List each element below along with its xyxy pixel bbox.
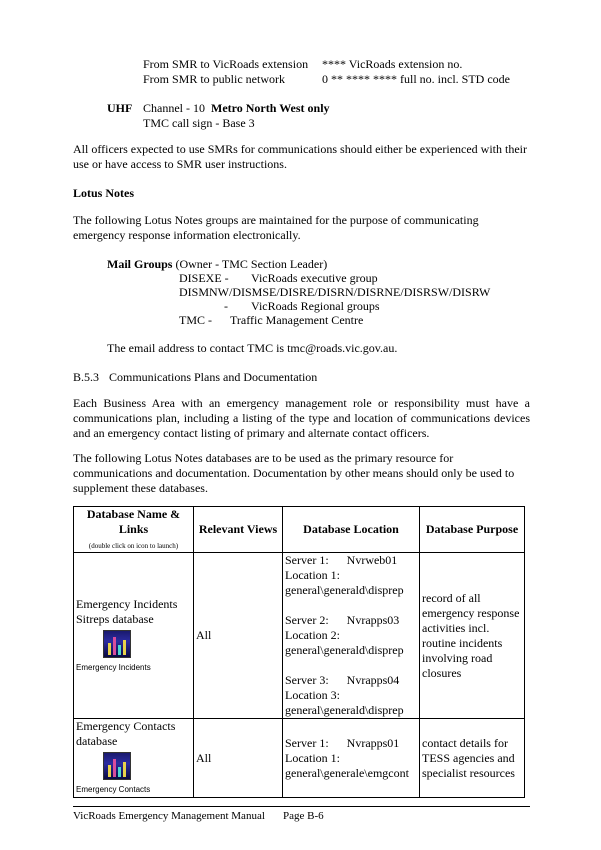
officers-paragraph: All officers expected to use SMRs for communications should either be experienced with their use or have access to SMR user instructions.: [73, 142, 527, 171]
header-db-purpose: Database Purpose: [420, 507, 525, 553]
row2-purpose: contact details for TESS agencies and specialist resources: [420, 719, 525, 798]
row2-views: All: [194, 719, 283, 798]
row2-loc-line: Server 1: Nvrapps01: [285, 735, 400, 750]
tmc-code: TMC -: [179, 313, 212, 327]
emergency-incidents-db-icon[interactable]: [103, 630, 131, 658]
mail-groups-owner: (Owner - TMC Section Leader): [175, 257, 328, 271]
row1-loc-line: Server 2: Nvrapps03: [285, 613, 400, 627]
row1-loc-line: general\generald\disprep: [285, 703, 404, 717]
row1-loc-line: general\generald\disprep: [285, 583, 404, 597]
tmc-email: The email address to contact TMC is tmc@roads.vic.gov.au.: [107, 341, 398, 355]
table-header-row: [74, 507, 525, 553]
row1-loc-line: Location 1:: [285, 568, 340, 582]
uhf-channel-text: Channel - 10: [143, 101, 205, 115]
row1-loc-line: [285, 658, 417, 673]
section-number: B.5.3: [73, 370, 100, 384]
row2-location: [283, 719, 420, 798]
row1-loc-line: Location 3:: [285, 688, 340, 702]
footer-manual-title: VicRoads Emergency Management Manual: [73, 810, 265, 822]
row1-location: [283, 553, 420, 719]
mail-groups-line: [107, 257, 327, 272]
tmc-desc: Traffic Management Centre: [230, 313, 364, 327]
row1-loc-line: general\generald\disprep: [285, 643, 404, 657]
header-relevant-views: Relevant Views: [194, 507, 283, 553]
row2-loc-line: general\generale\emgcont: [285, 765, 409, 780]
regional-list: DISMNW/DISMSE/DISRE/DISRN/DISRNE/DISRSW/DISRW: [179, 285, 491, 299]
section-paragraph-2: The following Lotus Notes databases are to be used as the primary resource for communications and documentation. Documentation by other means should only be used to supplement these databases.: [73, 451, 515, 495]
footer-page-number: Page B-6: [283, 810, 324, 822]
row2-icon-label: Emergency Contacts: [76, 785, 151, 794]
lotus-intro: The following Lotus Notes groups are maintained for the purpose of communicating emergency response information electronically.: [73, 213, 479, 242]
uhf-channel-note: Metro North West only: [211, 101, 330, 115]
emergency-contacts-db-icon[interactable]: [103, 752, 131, 780]
table-row: [74, 719, 525, 798]
uhf-channel: [143, 101, 330, 116]
row1-purpose: record of all emergency response activities incl. routine incidents involving road closures: [420, 553, 525, 719]
header-db-location: Database Location: [283, 507, 420, 553]
smr-pub-label: From SMR to public network: [143, 72, 286, 86]
disexe-code: DISEXE -: [179, 271, 229, 285]
row1-icon-label: Emergency Incidents: [76, 662, 151, 672]
mail-groups-label: Mail Groups: [107, 257, 173, 271]
regional-desc: VicRoads Regional groups: [251, 299, 380, 313]
lotus-heading: Lotus Notes: [73, 186, 135, 200]
row1-loc-line: [285, 598, 417, 613]
database-table: [73, 506, 525, 798]
disexe-desc: VicRoads executive group: [251, 271, 378, 285]
row2-loc-line: Location 1:: [285, 750, 340, 765]
footer-rule: [73, 806, 530, 807]
regional-dash: -: [224, 299, 228, 313]
uhf-label: UHF: [107, 101, 133, 115]
table-row: [74, 553, 525, 719]
row1-name-cell: [74, 553, 194, 719]
row1-loc-line: Location 2:: [285, 628, 340, 642]
section-paragraph-1: Each Business Area with an emergency management role or responsibility must have a communications plan, including a listing of the type and location of communications devices and an emergency contact listing of primary and alternate contact officers.: [73, 396, 530, 440]
section-title: Communications Plans and Documentation: [109, 370, 318, 384]
smr-ext-label: From SMR to VicRoads extension: [143, 57, 309, 71]
row1-db-name: Emergency Incidents Sitreps database: [76, 596, 178, 626]
header-db-name-text: Database Name & Links: [86, 507, 181, 536]
row2-name-cell: [74, 719, 194, 798]
smr-pub-value: 0 ** **** **** full no. incl. STD code: [322, 72, 510, 86]
row1-loc-line: Server 3: Nvrapps04: [285, 673, 400, 687]
row2-db-name: Emergency Contacts database: [76, 719, 176, 748]
smr-ext-value: **** VicRoads extension no.: [322, 57, 463, 71]
row1-views: All: [194, 553, 283, 719]
header-db-name: [74, 507, 194, 553]
row1-loc-line: Server 1: Nvrweb01: [285, 553, 398, 567]
header-db-name-note: (double click on icon to launch): [88, 542, 179, 550]
uhf-callsign: TMC call sign - Base 3: [143, 116, 255, 130]
